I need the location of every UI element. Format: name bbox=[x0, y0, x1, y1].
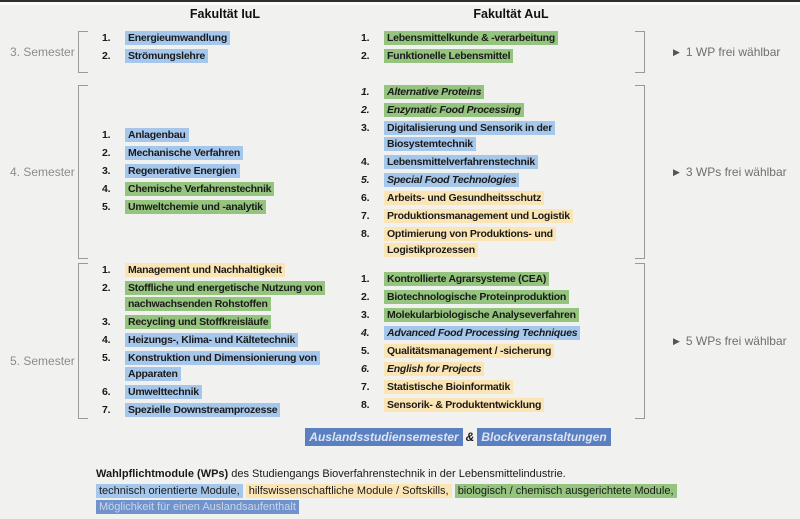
item-label: Lebensmittelverfahrenstechnik bbox=[384, 155, 538, 169]
module-item bbox=[102, 181, 355, 197]
item-label: Alternative Proteins bbox=[384, 85, 484, 99]
module-item bbox=[361, 30, 627, 46]
item-label: Sensorik- & Produktentwicklung bbox=[384, 398, 544, 412]
module-item bbox=[102, 127, 355, 143]
module-item bbox=[361, 343, 627, 359]
module-item bbox=[361, 120, 627, 152]
module-item bbox=[361, 271, 627, 287]
item-number: 1. bbox=[102, 32, 111, 44]
abroad-semester-box: Auslandsstudiensemester bbox=[305, 428, 462, 446]
item-number: 3. bbox=[361, 309, 370, 321]
semester-section bbox=[0, 30, 800, 74]
item-number: 4. bbox=[361, 156, 370, 168]
item-label: Biotechnologische Proteinproduktion bbox=[384, 290, 569, 304]
item-label: Enzymatic Food Processing bbox=[384, 103, 524, 117]
wp-count-note bbox=[653, 45, 800, 59]
left-bracket bbox=[78, 31, 88, 73]
item-label: Advanced Food Processing Techniques bbox=[384, 326, 580, 340]
module-item bbox=[361, 325, 627, 341]
item-number: 2. bbox=[361, 50, 370, 62]
right-bracket bbox=[635, 263, 645, 419]
top-white-strip bbox=[0, 2, 800, 5]
item-label: Spezielle Downstreamprozesse bbox=[125, 403, 280, 417]
item-label: Kontrollierte Agrarsysteme (CEA) bbox=[384, 272, 549, 286]
item-number: 4. bbox=[102, 183, 111, 195]
legend-category: technisch orientierte Module, bbox=[96, 484, 243, 498]
semester-section bbox=[0, 84, 800, 260]
module-item bbox=[361, 361, 627, 377]
item-label: Umweltchemie und -analytik bbox=[125, 200, 266, 214]
item-label: Energieumwandlung bbox=[125, 31, 230, 45]
item-label: Molekularbiologische Analyseverfahren bbox=[384, 308, 579, 322]
module-item bbox=[102, 384, 355, 400]
module-item bbox=[361, 208, 627, 224]
item-number: 1. bbox=[102, 264, 111, 276]
wp-count-label: 5 WPs frei wählbar bbox=[685, 334, 787, 348]
triangle-icon: ▶ bbox=[673, 47, 680, 57]
module-list-aul bbox=[355, 30, 627, 74]
item-label: Strömungslehre bbox=[125, 49, 208, 63]
module-item bbox=[361, 289, 627, 305]
wp-count-note bbox=[653, 165, 800, 179]
module-item bbox=[361, 172, 627, 188]
item-label: Chemische Verfahrenstechnik bbox=[125, 182, 274, 196]
module-item bbox=[361, 190, 627, 206]
right-bracket bbox=[635, 31, 645, 73]
legend-categories bbox=[96, 483, 790, 500]
legend-category: biologisch / chemisch ausgerichtete Module, bbox=[455, 484, 677, 498]
wp-count-note bbox=[653, 334, 800, 348]
item-number: 7. bbox=[361, 381, 370, 393]
item-number: 3. bbox=[361, 122, 370, 134]
abroad-banner bbox=[116, 430, 800, 444]
item-number: 5. bbox=[361, 174, 370, 186]
left-bracket bbox=[78, 85, 88, 259]
item-number: 3. bbox=[102, 316, 111, 328]
item-number: 4. bbox=[102, 334, 111, 346]
item-number: 4. bbox=[361, 327, 370, 339]
module-item bbox=[102, 402, 355, 418]
item-number: 5. bbox=[361, 345, 370, 357]
module-item bbox=[361, 102, 627, 118]
item-number: 5. bbox=[102, 201, 111, 213]
module-item bbox=[361, 84, 627, 100]
item-number: 5. bbox=[102, 352, 111, 364]
item-label: Management und Nachhaltigkeit bbox=[125, 263, 285, 277]
item-label: Lebensmittelkunde & -verarbeitung bbox=[384, 31, 558, 45]
legend-category: hilfswissenschaftliche Module / Softskills, bbox=[246, 484, 452, 498]
legend-title-bold: Wahlpflichtmodule (WPs) bbox=[96, 468, 229, 480]
module-list-aul bbox=[355, 84, 627, 260]
item-label: Optimierung von Produktions- und Logistikprozessen bbox=[384, 227, 556, 257]
module-item bbox=[361, 397, 627, 413]
module-item bbox=[102, 199, 355, 215]
item-number: 1. bbox=[102, 129, 111, 141]
item-number: 1. bbox=[361, 32, 370, 44]
module-item bbox=[102, 332, 355, 348]
faculty-header-aul: Fakultät AuL bbox=[473, 7, 549, 21]
module-item bbox=[361, 307, 627, 323]
item-label: Regenerative Energien bbox=[125, 164, 240, 178]
semester-label: 4. Semester bbox=[10, 165, 75, 179]
module-item bbox=[102, 163, 355, 179]
module-item bbox=[102, 48, 355, 64]
item-number: 3. bbox=[102, 165, 111, 177]
item-number: 1. bbox=[361, 273, 370, 285]
item-number: 6. bbox=[361, 192, 370, 204]
item-label: Produktionsmanagement und Logistik bbox=[384, 209, 573, 223]
item-label: Funktionelle Lebensmittel bbox=[384, 49, 513, 63]
item-label: Special Food Technologies bbox=[384, 173, 519, 187]
legend-abroad-line bbox=[96, 499, 790, 516]
item-label: Umwelttechnik bbox=[125, 385, 202, 399]
module-item bbox=[361, 154, 627, 170]
wp-count-label: 3 WPs frei wählbar bbox=[685, 165, 787, 179]
item-label: Statistische Bioinformatik bbox=[384, 380, 513, 394]
item-number: 2. bbox=[102, 282, 111, 294]
module-item bbox=[361, 48, 627, 64]
item-label: Mechanische Verfahren bbox=[125, 146, 243, 160]
wp-count-label: 1 WP frei wählbar bbox=[685, 45, 781, 59]
item-label: Recycling und Stoffkreisläufe bbox=[125, 315, 271, 329]
item-number: 6. bbox=[102, 386, 111, 398]
item-number: 2. bbox=[102, 50, 111, 62]
item-number: 7. bbox=[102, 404, 111, 416]
block-courses-box: Blockveranstaltungen bbox=[477, 428, 610, 446]
item-number: 2. bbox=[361, 291, 370, 303]
module-item bbox=[102, 350, 355, 382]
module-item bbox=[102, 30, 355, 46]
item-number: 2. bbox=[102, 147, 111, 159]
item-number: 8. bbox=[361, 228, 370, 240]
triangle-icon: ▶ bbox=[673, 336, 680, 346]
module-item bbox=[102, 262, 355, 278]
module-list-iul bbox=[96, 262, 355, 420]
item-number: 7. bbox=[361, 210, 370, 222]
triangle-icon: ▶ bbox=[673, 167, 680, 177]
module-item bbox=[102, 280, 355, 312]
module-list-iul bbox=[96, 84, 355, 260]
module-item bbox=[361, 379, 627, 395]
item-label: English for Projects bbox=[384, 362, 484, 376]
item-label: Qualitätsmanagement / -sicherung bbox=[384, 344, 554, 358]
legend-abroad: Möglichkeit für einen Auslandsaufenthalt bbox=[96, 500, 299, 514]
item-number: 2. bbox=[361, 104, 370, 116]
legend bbox=[96, 466, 790, 516]
module-item bbox=[361, 226, 627, 258]
ampersand-separator: & bbox=[465, 430, 475, 444]
semester-label: 5. Semester bbox=[10, 354, 75, 368]
item-label: Arbeits- und Gesundheitsschutz bbox=[384, 191, 544, 205]
semester-section bbox=[0, 262, 800, 420]
semester-label: 3. Semester bbox=[10, 45, 75, 59]
item-label: Konstruktion und Dimensionierung von Apparaten bbox=[125, 351, 320, 381]
item-label: Digitalisierung und Sensorik in der Biosystemtechnik bbox=[384, 121, 555, 151]
item-number: 6. bbox=[361, 363, 370, 375]
faculty-header-iul: Fakultät IuL bbox=[189, 7, 261, 21]
module-item bbox=[102, 145, 355, 161]
legend-title-rest: des Studiengangs Bioverfahrenstechnik in der Lebensmittelindustrie. bbox=[228, 468, 566, 480]
item-label: Heizungs-, Klima- und Kältetechnik bbox=[125, 333, 298, 347]
legend-title bbox=[96, 466, 790, 483]
right-bracket bbox=[635, 85, 645, 259]
module-list-aul bbox=[355, 262, 627, 420]
item-number: 1. bbox=[361, 86, 370, 98]
module-item bbox=[102, 314, 355, 330]
item-number: 8. bbox=[361, 399, 370, 411]
item-label: Anlagenbau bbox=[125, 128, 189, 142]
module-list-iul bbox=[96, 30, 355, 74]
item-label: Stoffliche und energetische Nutzung von nachwachsenden Rohstoffen bbox=[125, 281, 325, 311]
left-bracket bbox=[78, 263, 88, 419]
